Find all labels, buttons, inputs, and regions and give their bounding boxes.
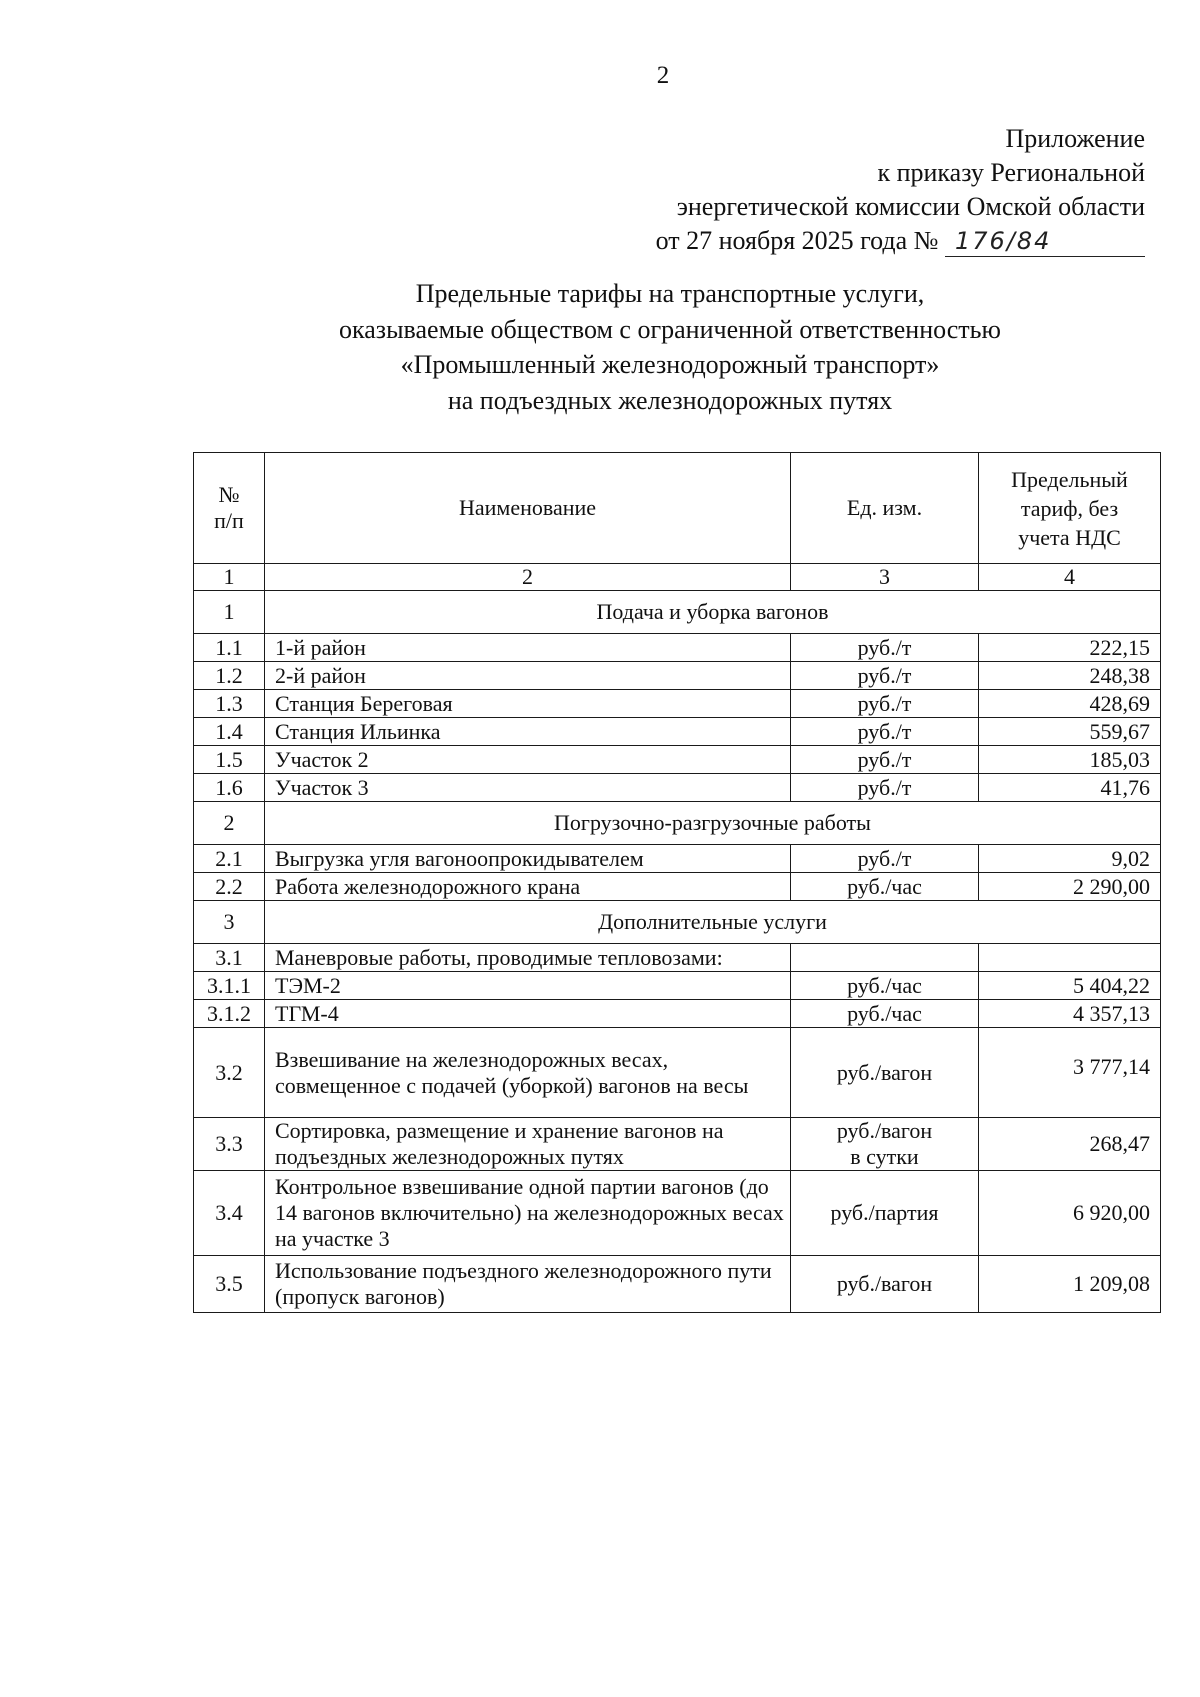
section-num: 3 [194, 901, 265, 944]
row-name: Маневровые работы, проводимые тепловозами: [265, 944, 791, 972]
appendix-date-line [656, 224, 1145, 258]
row-num: 3.1.2 [194, 1000, 265, 1028]
row-unit: руб./т [791, 845, 979, 873]
table-row [194, 774, 1161, 802]
section-row [194, 901, 1161, 944]
row-name: Станция Береговая [265, 690, 791, 718]
row-value: 428,69 [979, 690, 1161, 718]
row-value: 248,38 [979, 662, 1161, 690]
row-value: 1 209,08 [979, 1256, 1161, 1313]
section-num: 2 [194, 802, 265, 845]
header-tariff: Предельный тариф, без учета НДС [979, 453, 1161, 564]
column-number: 1 [194, 564, 265, 591]
row-num: 2.1 [194, 845, 265, 873]
row-unit: руб./партия [791, 1171, 979, 1256]
header-name: Наименование [265, 453, 791, 564]
section-row [194, 802, 1161, 845]
row-unit: руб./т [791, 634, 979, 662]
row-unit: руб./т [791, 718, 979, 746]
title-line-4: на подъездных железнодорожных путях [447, 385, 893, 415]
row-num: 1.6 [194, 774, 265, 802]
table-row [194, 662, 1161, 690]
table-row [194, 845, 1161, 873]
table-row [194, 690, 1161, 718]
row-name: Взвешивание на железнодорожных весах, совмещенное с подачей (уборкой) вагонов на весы [265, 1028, 791, 1118]
row-name: Выгрузка угля вагоноопрокидывателем [265, 845, 791, 873]
section-num: 1 [194, 591, 265, 634]
row-unit: руб./вагон в сутки [791, 1118, 979, 1171]
title-line-1: Предельные тарифы на транспортные услуги, [415, 279, 925, 308]
table-row [194, 1028, 1161, 1118]
row-value: 268,47 [979, 1118, 1161, 1171]
column-number: 2 [265, 564, 791, 591]
row-name: Работа железнодорожного крана [265, 873, 791, 901]
order-number-handwritten: 176/84 [945, 227, 1145, 257]
row-name: 2-й район [265, 662, 791, 690]
table-row [194, 944, 1161, 972]
table-row [194, 746, 1161, 774]
table-row [194, 634, 1161, 662]
title-line-3: «Промышленный железнодорожный транспорт» [400, 350, 940, 379]
row-value: 4 357,13 [979, 1000, 1161, 1028]
section-title: Подача и уборка вагонов [265, 591, 1161, 634]
column-number-row [194, 564, 1161, 591]
row-num: 3.5 [194, 1256, 265, 1313]
row-value [979, 944, 1161, 972]
row-num: 3.1 [194, 944, 265, 972]
row-unit: руб./час [791, 1000, 979, 1028]
table-row [194, 1000, 1161, 1028]
row-num: 3.3 [194, 1118, 265, 1171]
row-unit: руб./час [791, 873, 979, 901]
row-value: 222,15 [979, 634, 1161, 662]
row-unit: руб./т [791, 746, 979, 774]
row-unit: руб./т [791, 662, 979, 690]
column-number: 4 [979, 564, 1161, 591]
row-value: 559,67 [979, 718, 1161, 746]
column-number: 3 [791, 564, 979, 591]
table-header-row [194, 453, 1161, 564]
row-value: 5 404,22 [979, 972, 1161, 1000]
table-row [194, 1171, 1161, 1256]
row-unit: руб./час [791, 972, 979, 1000]
row-name: 1-й район [265, 634, 791, 662]
row-value: 9,02 [979, 845, 1161, 873]
row-unit [791, 944, 979, 972]
appendix-date: от 27 ноября 2025 года № [655, 226, 939, 255]
row-num: 2.2 [194, 873, 265, 901]
row-name: Сортировка, размещение и хранение вагонов на подъездных железнодорожных путях [265, 1118, 791, 1171]
header-num: № п/п [194, 453, 265, 564]
appendix-label: Приложение [1005, 124, 1145, 153]
row-value: 6 920,00 [979, 1171, 1161, 1256]
row-num: 1.4 [194, 718, 265, 746]
table-row [194, 972, 1161, 1000]
row-num: 1.3 [194, 690, 265, 718]
row-name: ТЭМ-2 [265, 972, 791, 1000]
row-unit: руб./вагон [791, 1256, 979, 1313]
row-num: 3.4 [194, 1171, 265, 1256]
appendix-commission: энергетической комиссии Омской области [676, 192, 1145, 221]
section-title: Дополнительные услуги [265, 901, 1161, 944]
header-unit: Ед. изм. [791, 453, 979, 564]
row-value: 2 290,00 [979, 873, 1161, 901]
row-name: Участок 3 [265, 774, 791, 802]
page-number: 2 [656, 62, 670, 89]
row-value: 3 777,14 [979, 1028, 1161, 1118]
tariff-table [193, 452, 1161, 1313]
title-line-2: оказываемые обществом с ограниченной ответственностью [339, 314, 1001, 344]
section-title: Погрузочно-разгрузочные работы [265, 802, 1161, 845]
row-value: 185,03 [979, 746, 1161, 774]
row-unit: руб./вагон [791, 1028, 979, 1118]
row-value: 41,76 [979, 774, 1161, 802]
row-name: Использование подъездного железнодорожного пути (пропуск вагонов) [265, 1256, 791, 1313]
row-num: 1.2 [194, 662, 265, 690]
row-name: ТГМ-4 [265, 1000, 791, 1028]
table-row [194, 1118, 1161, 1171]
appendix-header [656, 122, 1145, 258]
row-unit: руб./т [791, 690, 979, 718]
row-num: 3.1.1 [194, 972, 265, 1000]
row-num: 1.1 [194, 634, 265, 662]
table-row [194, 718, 1161, 746]
row-name: Станция Ильинка [265, 718, 791, 746]
row-name: Участок 2 [265, 746, 791, 774]
section-row [194, 591, 1161, 634]
table-row [194, 1256, 1161, 1313]
appendix-order-ref: к приказу Региональной [877, 158, 1145, 187]
row-name: Контрольное взвешивание одной партии вагонов (до 14 вагонов включительно) на железнодорожных весах на участке 3 [265, 1171, 791, 1256]
row-num: 1.5 [194, 746, 265, 774]
row-num: 3.2 [194, 1028, 265, 1118]
document-title [180, 276, 1160, 418]
table-row [194, 873, 1161, 901]
row-unit: руб./т [791, 774, 979, 802]
